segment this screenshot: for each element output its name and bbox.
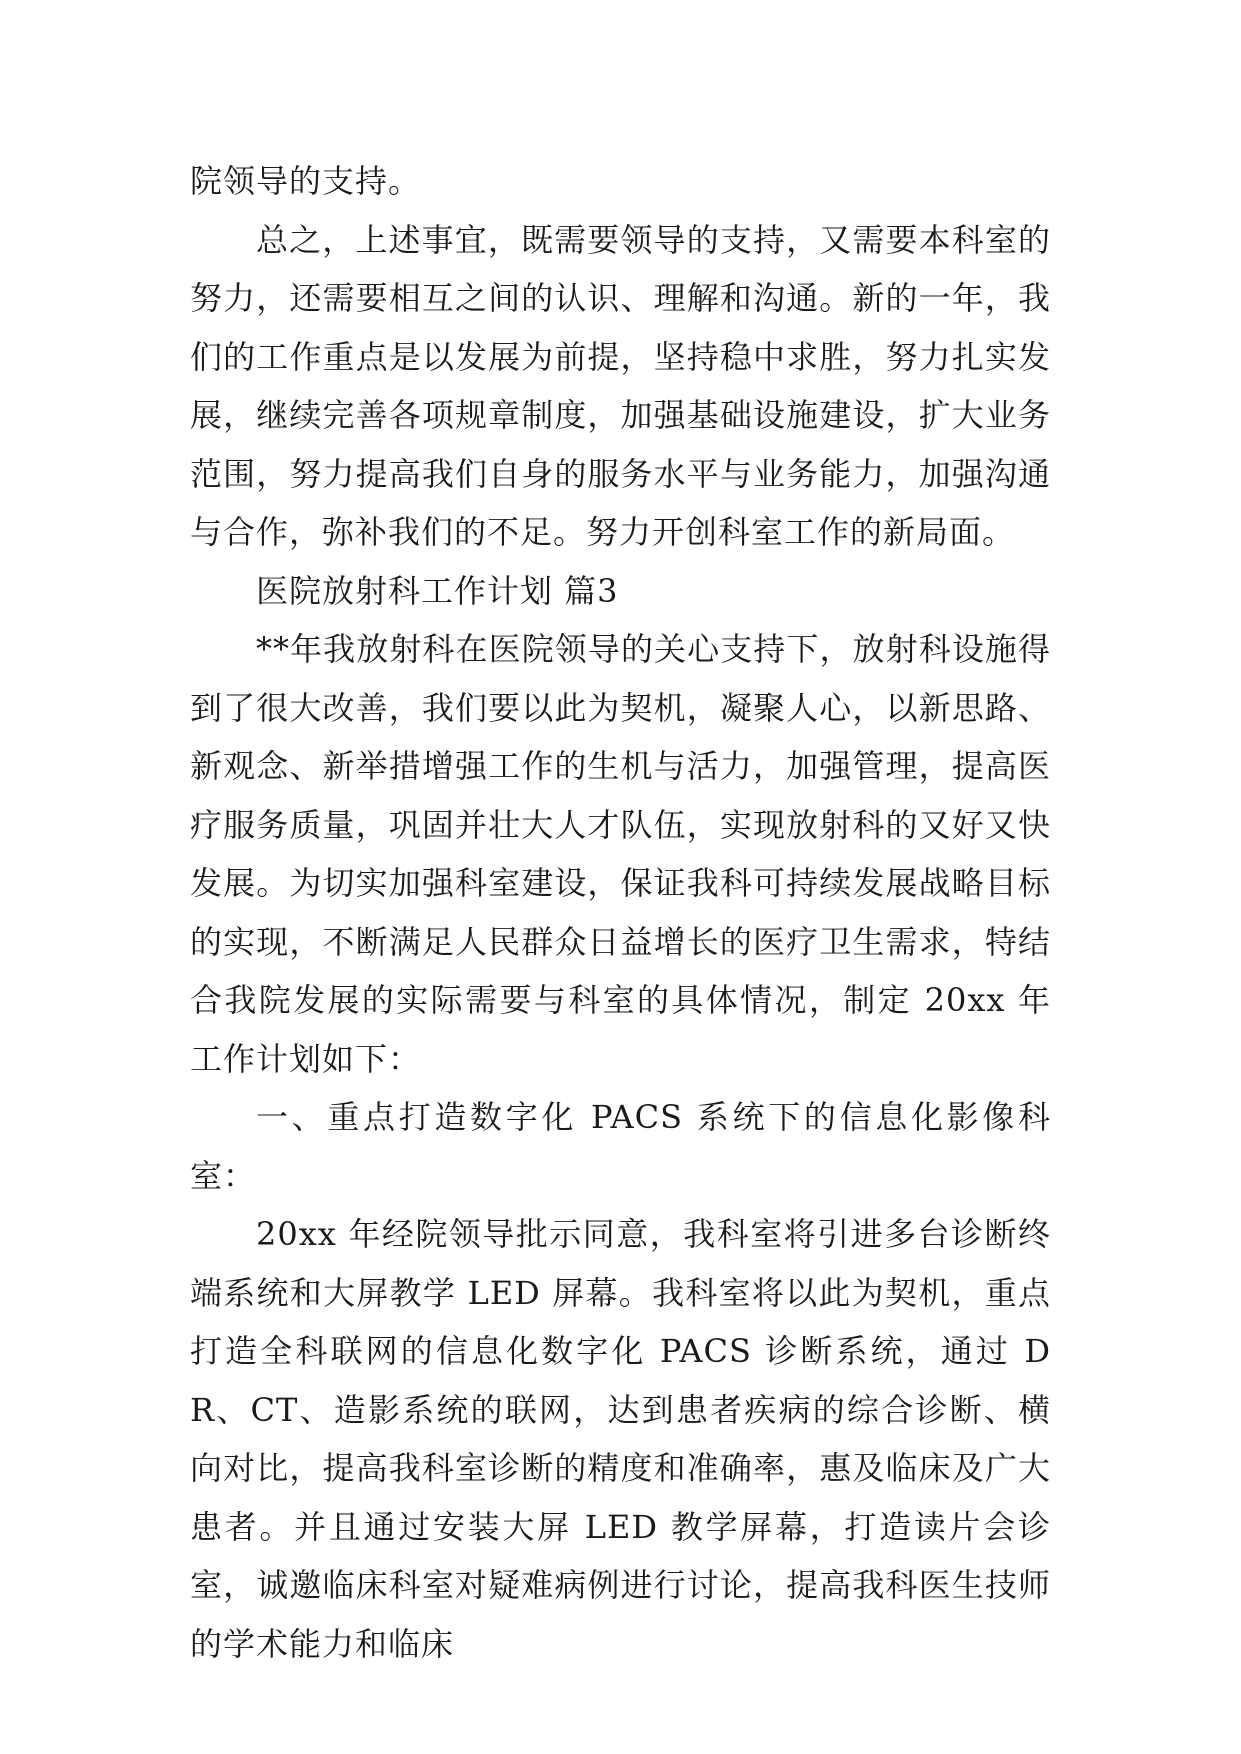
paragraph: 医院放射科工作计划 篇3: [256, 571, 619, 610]
paragraph: 总之，上述事宜，既需要领导的支持，又需要本科室的努力，还需要相互之间的认识、理解和沟通。新的一年，我们的工作重点是以发展为前提，坚持稳中求胜，努力扎实发展，继续完善各项规章制度，加强基础设施建设，扩大业务范围，努力提高我们自身的服务水平与业务能力，加强沟通与合作，弥补我们的不足。努力开创科室工作的新局面。: [190, 220, 1051, 551]
paragraph: 院领导的支持。: [190, 162, 422, 200]
paragraph: 20xx 年经院领导批示同意，我科室将引进多台诊断终端系统和大屏教学 LED 屏幕。我科室将以此为契机，重点打造全科联网的信息化数字化 PACS 诊断系统，通过 DR、CT、造影系统的联网，达到患者疾病的综合诊断、横向对比，提高我科室诊断的精度和准确率，惠及临床及广大患者。并且通过安装大屏 LED 教学屏幕，打造读片会诊室，诚邀临床科室对疑难病例进行讨论，提高我科医生技师的学术能力和临床: [190, 1215, 1051, 1663]
paragraph: 一、重点打造数字化 PACS 系统下的信息化影像科室：: [190, 1098, 1051, 1195]
document-body: [190, 152, 1051, 1673]
paragraph: **年我放射科在医院领导的关心支持下，放射科设施得到了很大改善，我们要以此为契机，凝聚人心，以新思路、新观念、新举措增强工作的生机与活力，加强管理，提高医疗服务质量，巩固并壮大人才队伍，实现放射科的又好又快发展。为切实加强科室建设，保证我科可持续发展战略目标的实现，不断满足人民群众日益增长的医疗卫生需求，特结合我院发展的实际需要与科室的具体情况，制定 20xx 年工作计划如下：: [190, 630, 1051, 1078]
